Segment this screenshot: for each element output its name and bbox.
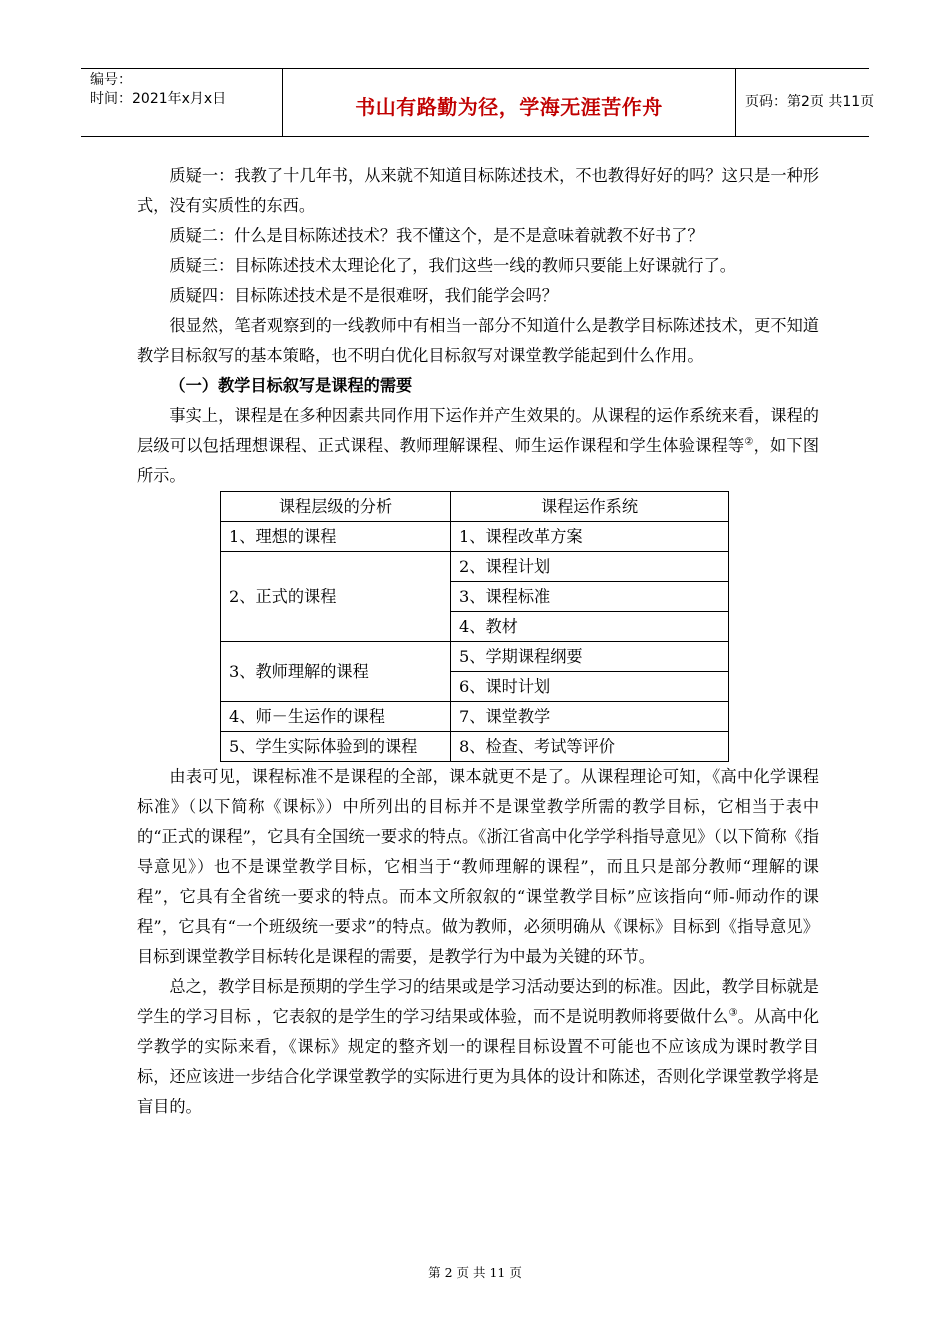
page-header (81, 68, 875, 137)
table-row (221, 522, 729, 552)
table-cell-system: 2、课程计划 (451, 552, 729, 582)
table-cell-system: 3、课程标准 (451, 582, 729, 612)
question-2: 质疑二：什么是目标陈述技术？我不懂这个，是不是意味着就教不好书了？ (169, 226, 704, 245)
header-motto: 书山有路勤为径，学海无涯苦作舟 (355, 95, 663, 119)
footnote-marker: ② (744, 436, 754, 448)
footnote-marker: ③ (728, 1007, 738, 1019)
table-row (221, 732, 729, 762)
table-row (221, 702, 729, 732)
question-4: 质疑四：目标陈述技术是不是很难呀，我们能学会吗？ (169, 286, 558, 305)
header-page-cell (735, 69, 875, 136)
table-cell-level: 1、理想的课程 (221, 522, 451, 552)
table-cell-system: 5、学期课程纲要 (451, 642, 729, 672)
table-cell-level: 4、师－生运作的课程 (221, 702, 451, 732)
table-cell-level: 5、学生实际体验到的课程 (221, 732, 451, 762)
table-row (221, 552, 729, 582)
header-page-info: 页码：第2页 共11页 (745, 94, 875, 110)
curriculum-table (220, 491, 729, 762)
paragraph-conclusion (137, 972, 819, 1122)
question-1: 质疑一：我教了十几年书，从来就不知道目标陈述技术，不也教得好好的吗？这只是一种形式，没有实质性的东西。 (137, 166, 819, 215)
table-header-cell: 课程运作系统 (451, 492, 729, 522)
paragraph-text: 总之，教学目标是预期的学生学习的结果或是学习活动要达到的标准。因此，教学目标就是学生的学习目标 ，它表叙的是学生的学习结果或体验，而不是说明教师将要做什么 (137, 977, 819, 1026)
table-cell-system: 1、课程改革方案 (451, 522, 729, 552)
table-header-row (221, 492, 729, 522)
paragraph-standards: 由表可见，课程标准不是课程的全部，课本就更不是了。从课程理论可知，《高中化学课程标准》（以下简称《课标》）中所列出的目标并不是课堂教学所需的教学目标，它相当于表中的“正式的课程”，它具有全国统一要求的特点。《浙江省高中化学学科指导意见》（以下简称《指导意见》）也不是课堂教学目标，它相当于“教师理解的课程”，而且只是部分教师“理解的课程”，它具有全省统一要求的特点。而本文所叙叙的“课堂教学目标”应该指向“师-师动作的课程”，它具有“一个班级统一要求”的特点。做为教师，必须明确从《课标》目标到《指导意见》目标到课堂教学目标转化是课程的需要，是教学行为中最为关键的环节。 (137, 767, 819, 966)
table-cell-level: 3、教师理解的课程 (221, 642, 451, 702)
table-cell-level: 2、正式的课程 (221, 552, 451, 642)
header-meta-cell (81, 69, 282, 136)
paragraph-curriculum-system (137, 401, 819, 491)
section-heading: （一）教学目标叙写是课程的需要 (169, 376, 413, 395)
question-3: 质疑三：目标陈述技术太理论化了，我们这些一线的教师只要能上好课就行了。 (169, 256, 736, 275)
table-header-cell: 课程层级的分析 (221, 492, 451, 522)
page-footer: 第 2 页 共 11 页 (428, 1265, 522, 1280)
document-body (137, 161, 819, 1122)
table-cell-system: 4、教材 (451, 612, 729, 642)
paragraph-text: 事实上，课程是在多种因素共同作用下运作并产生效果的。从课程的运作系统来看，课程的层级可以包括理想课程、正式课程、教师理解课程、师生运作课程和学生体验课程等 (137, 406, 819, 455)
header-motto-cell (282, 69, 736, 136)
table-cell-system: 6、课时计划 (451, 672, 729, 702)
table-cell-system: 8、检查、考试等评价 (451, 732, 729, 762)
doc-time-label: 时间：2021年x月x日 (90, 91, 227, 107)
table-cell-system: 7、课堂教学 (451, 702, 729, 732)
paragraph-text: ，如下图所示。 (137, 436, 820, 485)
doc-number-label: 编号： (90, 72, 132, 88)
paragraph-text: 。从高中化学教学的实际来看，《课标》规定的整齐划一的课程目标设置不可能也不应该成为课时教学目标，还应该进一步结合化学课堂教学的实际进行更为具体的设计和陈述，否则化学课堂教学将是盲目的。 (137, 1007, 820, 1116)
paragraph-observation: 很显然，笔者观察到的一线教师中有相当一部分不知道什么是教学目标陈述技术，更不知道教学目标叙写的基本策略，也不明白优化目标叙写对课堂教学能起到什么作用。 (137, 316, 819, 365)
table-row (221, 642, 729, 672)
